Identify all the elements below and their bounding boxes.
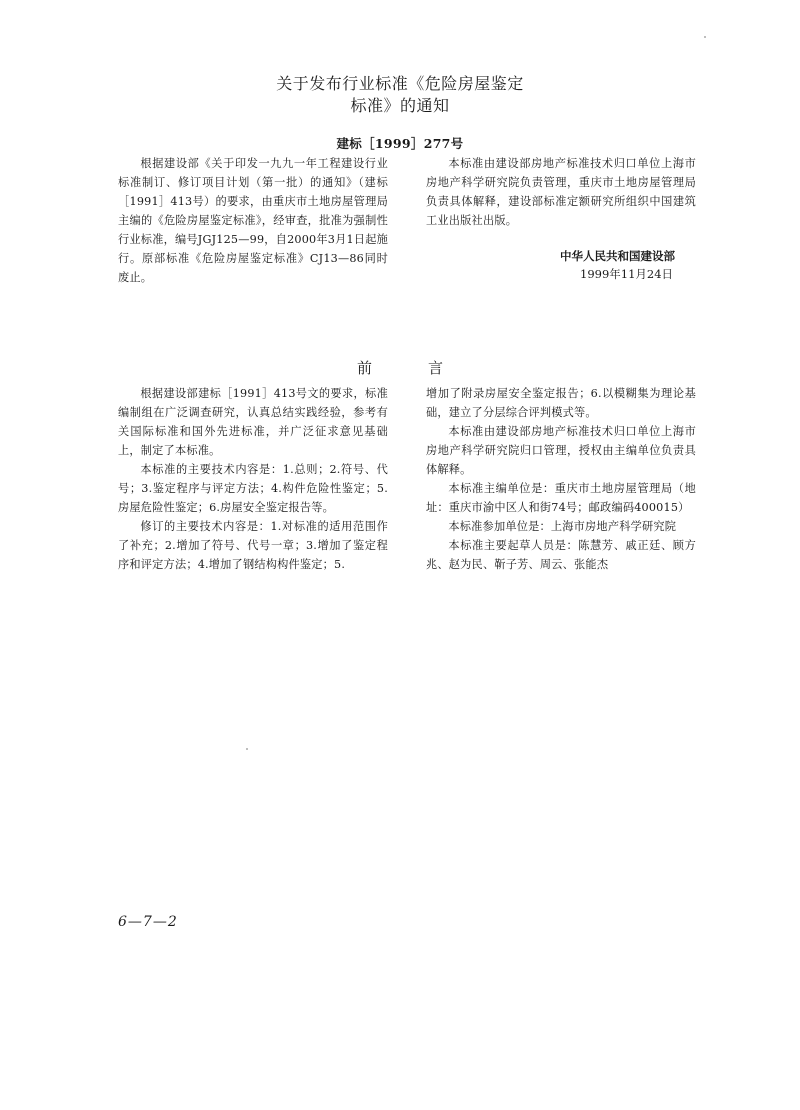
notice-right-column bbox=[426, 154, 696, 230]
preface-paragraph: 根据建设部建标［1991］413号文的要求，标准编制组在广泛调查研究，认真总结实践经验，参考有关国际标准和国外先进标准，并广泛征求意见基础上，制定了本标准。 bbox=[118, 387, 388, 457]
preface-heading bbox=[0, 357, 800, 378]
preface-paragraph: 本标准由建设部房地产标准技术归口单位上海市房地产科学研究院归口管理，授权由主编单位负责具体解释。 bbox=[426, 425, 696, 476]
preface-heading-char-1: 前 bbox=[356, 359, 372, 377]
preface-paragraph: 修订的主要技术内容是：1.对标准的适用范围作了补充；2.增加了符号、代号一章；3.增加了鉴定程序和评定方法；4.增加了钢结构构件鉴定；5. bbox=[118, 520, 388, 571]
preface-paragraph: 本标准的主要技术内容是：1.总则；2.符号、代号；3.鉴定程序与评定方法；4.构件危险性鉴定；5.房屋危险性鉴定；6.房屋安全鉴定报告等。 bbox=[118, 463, 388, 514]
notice-left-column bbox=[118, 154, 388, 287]
notice-paragraph: 根据建设部《关于印发一九九一年工程建设行业标准制订、修订项目计划（第一批）的通知》（建标［1991］413号）的要求，由重庆市土地房屋管理局主编的《危险房屋鉴定标准》，经审查，批准为强制性行业标准，编号JGJ125—99，自2000年3月1日起施行。原部标准《危险房屋鉴定标准》CJ13—86同时废止。 bbox=[118, 157, 388, 284]
preface-left-column bbox=[118, 384, 388, 574]
preface-paragraph: 本标准主编单位是：重庆市土地房屋管理局（地址：重庆市渝中区人和街74号；邮政编码400015） bbox=[426, 482, 696, 514]
document-number: 建标［1999］277号 bbox=[336, 136, 464, 151]
preface-paragraph: 本标准参加单位是：上海市房地产科学研究院 bbox=[448, 520, 677, 533]
scan-speck bbox=[704, 36, 706, 38]
signature-organization: 中华人民共和国建设部 bbox=[560, 249, 675, 263]
notice-title-line-1: 关于发布行业标准《危险房屋鉴定 bbox=[276, 74, 524, 93]
notice-paragraph: 本标准由建设部房地产标准技术归口单位上海市房地产科学研究院负责管理，重庆市土地房屋管理局负责具体解释，建设部标准定额研究所组织中国建筑工业出版社出版。 bbox=[426, 157, 696, 227]
signature-date: 1999年11月24日 bbox=[580, 267, 674, 281]
preface-heading-char-2: 言 bbox=[428, 359, 444, 377]
notice-title-line-2: 标准》的通知 bbox=[350, 96, 450, 115]
preface-paragraph-continuation: 增加了附录房屋安全鉴定报告；6.以模糊集为理论基础，建立了分层综合评判模式等。 bbox=[426, 387, 696, 419]
preface-paragraph: 本标准主要起草人员是：陈慧芳、戚正廷、顾方兆、赵为民、靳子芳、周云、张能杰 bbox=[426, 539, 696, 571]
scan-speck bbox=[246, 748, 248, 750]
page-number: 6—7—2 bbox=[118, 914, 178, 930]
preface-right-column bbox=[426, 384, 696, 574]
